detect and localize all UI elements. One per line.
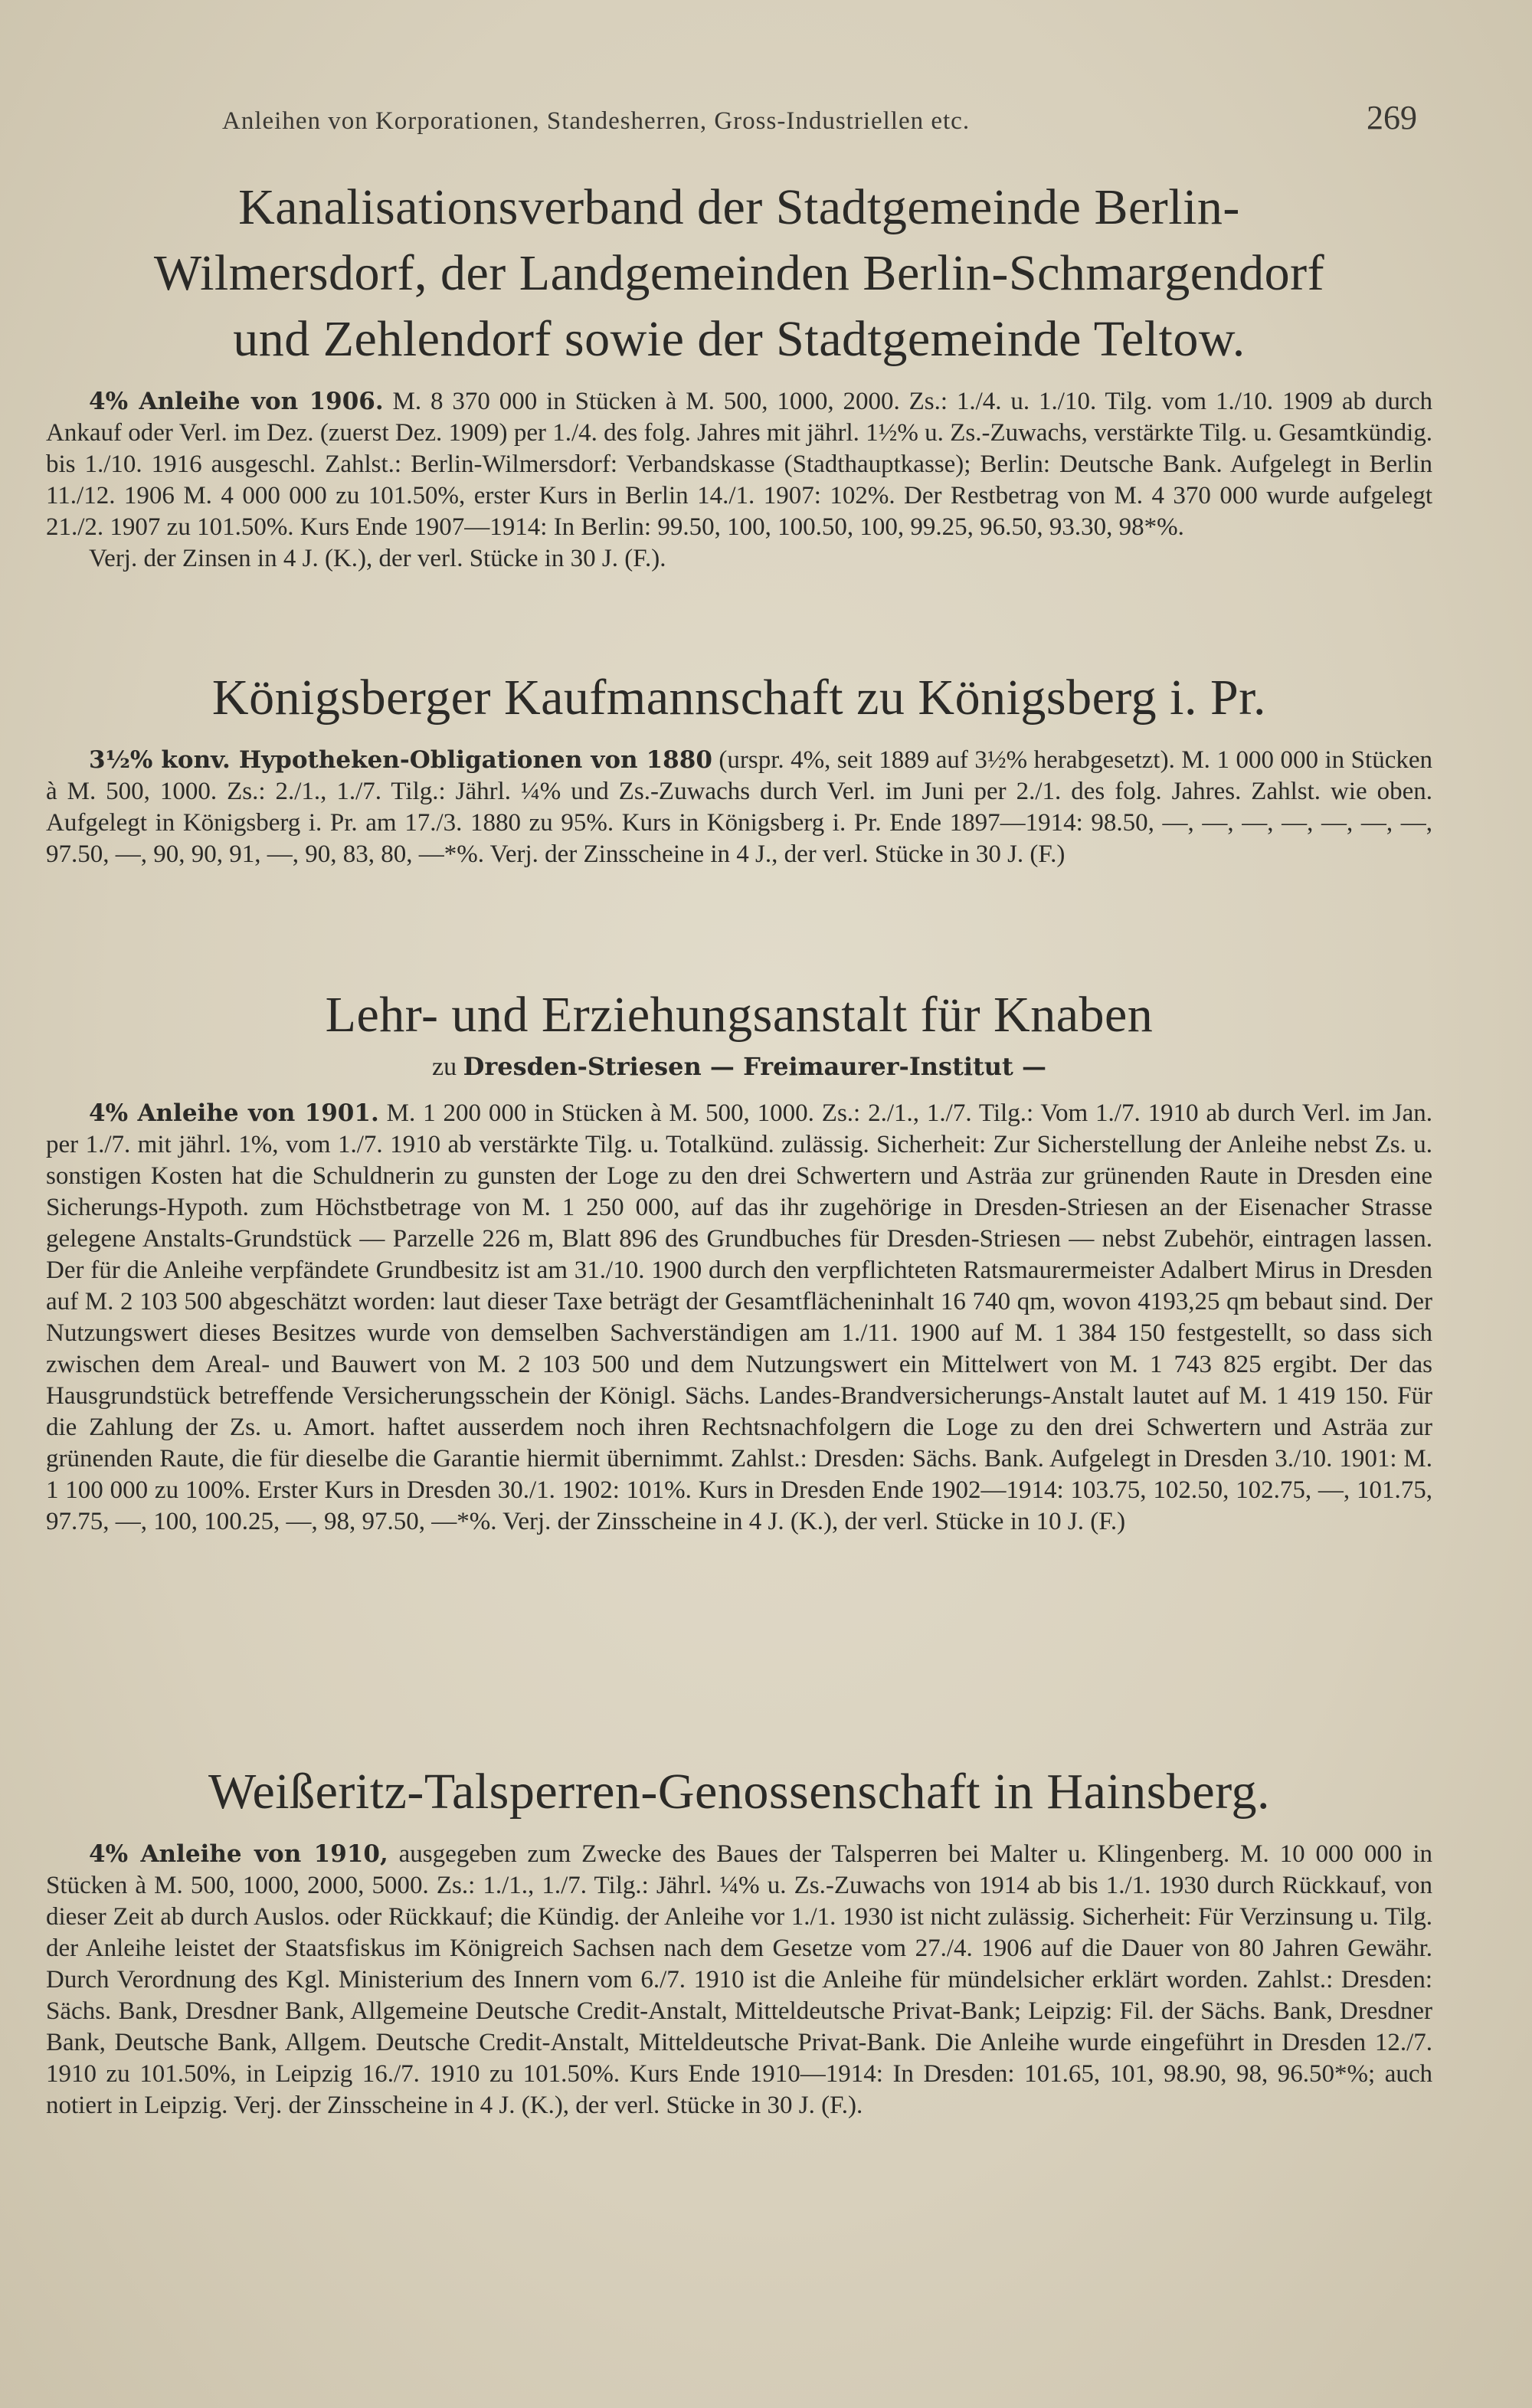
title-line: Kanalisationsverband der Stadtgemeinde Berlin- [238, 179, 1240, 235]
bond-heading: 4% Anleihe von 1901. [89, 1099, 379, 1127]
section-title [46, 1759, 1432, 1825]
title-line: Königsberger Kaufmannschaft zu Königsberg i. Pr. [211, 670, 1267, 726]
section-title [46, 982, 1432, 1048]
running-title: Anleihen von Korporationen, Standesherren, Gross-Industriellen etc. [222, 107, 971, 135]
title-line: Weißeritz-Talsperren-Genossenschaft in Hainsberg. [208, 1764, 1270, 1820]
page-number: 269 [1367, 99, 1417, 136]
section-weisseritz-talsperren [46, 1759, 1432, 2121]
section-title [46, 175, 1432, 372]
body-text: M. 1 200 000 in Stücken à M. 500, 1000. Zs.: 2./1., 1./7. Tilg.: Vom 1./7. 1910 ab durch Verl. im Jan. per 1./7. mit jährl. 1%, vom 1./7. 1910 ab verstärkte Tilg. u. Totalkünd. zulässig. Sicherheit: Zur Sicherstellung der Anleihe nebst Zs. u. sonstigen Kosten hat die Schuldnerin zu gunsten der Loge zu den drei Schwertern und Asträa zur grünenden Raute in Dresden eine Sicherungs-Hypoth. zum Höchstbetrage von M. 1 250 000, auf das ihr zugehörige in Dresden-Striesen an der Eisenacher Strasse gelegene Anstalts-Grundstück — Parzelle 226 m, Blatt 896 des Grundbuches für Dresden-Striesen — nebst Zubehör, eintragen lassen. Der für die Anleihe verpfändete Grundbesitz ist am 31./10. 1900 durch den verpflichteten Ratsmaurermeister Adalbert Mirus in Dresden auf M. 2 103 500 abgeschätzt worden: laut dieser Taxe beträgt der Gesamtflächeninhalt 16 740 qm, wovon 4193,25 qm bebaut sind. Der Nutzungswert dieses Besitzes wurde von demselben Sachverständigen am 1./11. 1900 auf M. 1 384 150 festgestellt, so dass sich zwischen dem Areal- und Bauwert von M. 2 103 500 und dem Nutzungswert ein Mittelwert von M. 1 743 825 ergibt. Der das Hausgrundstück betreffende Versicherungsschein der Königl. Sächs. Landes-Brandversicherungs-Anstalt lautet auf M. 1 419 150. Für die Zahlung der Zs. u. Amort. haftet ausserdem noch ihren Rechtsnachfolgern die Loge zu den drei Schwertern und Asträa zur grünenden Raute, die für dieselbe die Garantie hiermit übernimmt. Zahlst.: Dresden: Sächs. Bank. Aufgelegt in Dresden 3./10. 1901: M. 1 100 000 zu 100%. Erster Kurs in Dresden 30./1. 1902: 101%. Kurs in Dresden Ende 1902—1914: 103.75, 102.50, 102.75, —, 101.75, 97.75, —, 100, 100.25, —, 98, 97.50, —*%. Verj. der Zinsscheine in 4 J. (K.), der verl. Stücke in 10 J. (F.) [46, 1099, 1432, 1535]
bond-heading: 3½% konv. Hypotheken-Obligationen von 1880 [89, 746, 712, 774]
section-body [46, 386, 1432, 543]
body-text: ausgegeben zum Zwecke des Baues der Talsperren bei Malter u. Klingenberg. M. 10 000 000 in Stücken à M. 500, 1000, 2000, 5000. Zs.: 1./1., 1./7. Tilg.: Jährl. ¼% u. Zs.-Zuwachs von 1914 ab bis 1./1. 1930 durch Rückkauf, von dieser Zeit ab durch Auslos. oder Rückkauf; die Kündig. der Anleihe vor 1./1. 1930 ist nicht zulässig. Sicherheit: Für Verzinsung u. Tilg. der Anleihe leistet der Staatsfiskus im Königreich Sachsen nach dem Gesetze vom 27./4. 1906 auf die Dauer von 80 Jahren Gewähr. Durch Verordnung des Kgl. Ministerium des Innern vom 6./7. 1910 ist die Anleihe für mündelsicher erklärt worden. Zahlst.: Dresden: Sächs. Bank, Dresdner Bank, Allgemeine Deutsche Credit-Anstalt, Mitteldeutsche Privat-Bank; Leipzig: Fil. der Sächs. Bank, Dresdner Bank, Deutsche Bank, Allgem. Deutsche Credit-Anstalt, Mitteldeutsche Privat-Bank. Die Anleihe wurde eingeführt in Dresden 12./7. 1910 zu 101.50%, in Leipzig 16./7. 1910 zu 101.50%. Kurs Ende 1910—1914: In Dresden: 101.65, 101, 98.90, 98, 96.50*%; auch notiert in Leipzig. Verj. der Zinsscheine in 4 J. (K.), der verl. Stücke in 30 J. (F.). [46, 1840, 1432, 2119]
title-line: Lehr- und Erziehungsanstalt für Knaben [325, 987, 1154, 1043]
bond-heading: 4% Anleihe von 1910, [89, 1840, 388, 1868]
title-line: Wilmersdorf, der Landgemeinden Berlin-Schmargendorf [153, 245, 1325, 301]
section-title [46, 665, 1432, 731]
section-lehr-und-erziehungsanstalt [46, 982, 1432, 1538]
section-body [46, 1839, 1432, 2121]
bond-heading: 4% Anleihe von 1906. [89, 388, 384, 415]
body-text: M. 8 370 000 in Stücken à M. 500, 1000, 2000. Zs.: 1./4. u. 1./10. Tilg. vom 1./10. 1909 ab durch Ankauf oder Verl. im Dez. (zuerst Dez. 1909) per 1./4. des folg. Jahres mit jährl. 1½% u. Zs.-Zuwachs, verstärkte Tilg. u. Gesamtkündig. bis 1./10. 1916 ausgeschl. Zahlst.: Berlin-Wilmersdorf: Verbandskasse (Stadthauptkasse); Berlin: Deutsche Bank. Aufgelegt in Berlin 11./12. 1906 M. 4 000 000 zu 101.50%, erster Kurs in Berlin 14./1. 1907: 102%. Der Restbetrag von M. 4 370 000 wurde aufgelegt 21./2. 1907 zu 101.50%. Kurs Ende 1907—1914: In Berlin: 99.50, 100, 100.50, 100, 99.25, 96.50, 93.30, 98*%. [46, 388, 1432, 541]
subtitle-prefix: zu [432, 1053, 457, 1081]
section-subtitle [46, 1050, 1432, 1084]
section-kanalisationsverband [46, 175, 1432, 575]
title-line: und Zehlendorf sowie der Stadtgemeinde Teltow. [233, 311, 1246, 367]
section-body [46, 1098, 1432, 1538]
body-text: (urspr. 4%, seit 1889 auf 3½% herabgesetzt). M. 1 000 000 in Stücken à M. 500, 1000. Zs.: 2./1., 1./7. Tilg.: Jährl. ¼% und Zs.-Zuwachs durch Verl. im Juni per 2./1. des folg. Jahres. Zahlst. wie oben. Aufgelegt in Königsberg i. Pr. am 17./3. 1880 zu 95%. Kurs in Königsberg i. Pr. Ende 1897—1914: 98.50, —, —, —, —, —, —, —, 97.50, —, 90, 90, 91, —, 90, 83, 80, —*%. Verj. der Zinsscheine in 4 J., der verl. Stücke in 30 J. (F.) [46, 746, 1432, 868]
page-header [222, 98, 1417, 137]
section-body [46, 745, 1432, 870]
subtitle-bold: Dresden-Striesen — Freimaurer-Institut — [463, 1052, 1046, 1081]
section-tail: Verj. der Zinsen in 4 J. (K.), der verl. Stücke in 30 J. (F.). [89, 545, 666, 572]
section-koenigsberger-kaufmannschaft [46, 665, 1432, 870]
